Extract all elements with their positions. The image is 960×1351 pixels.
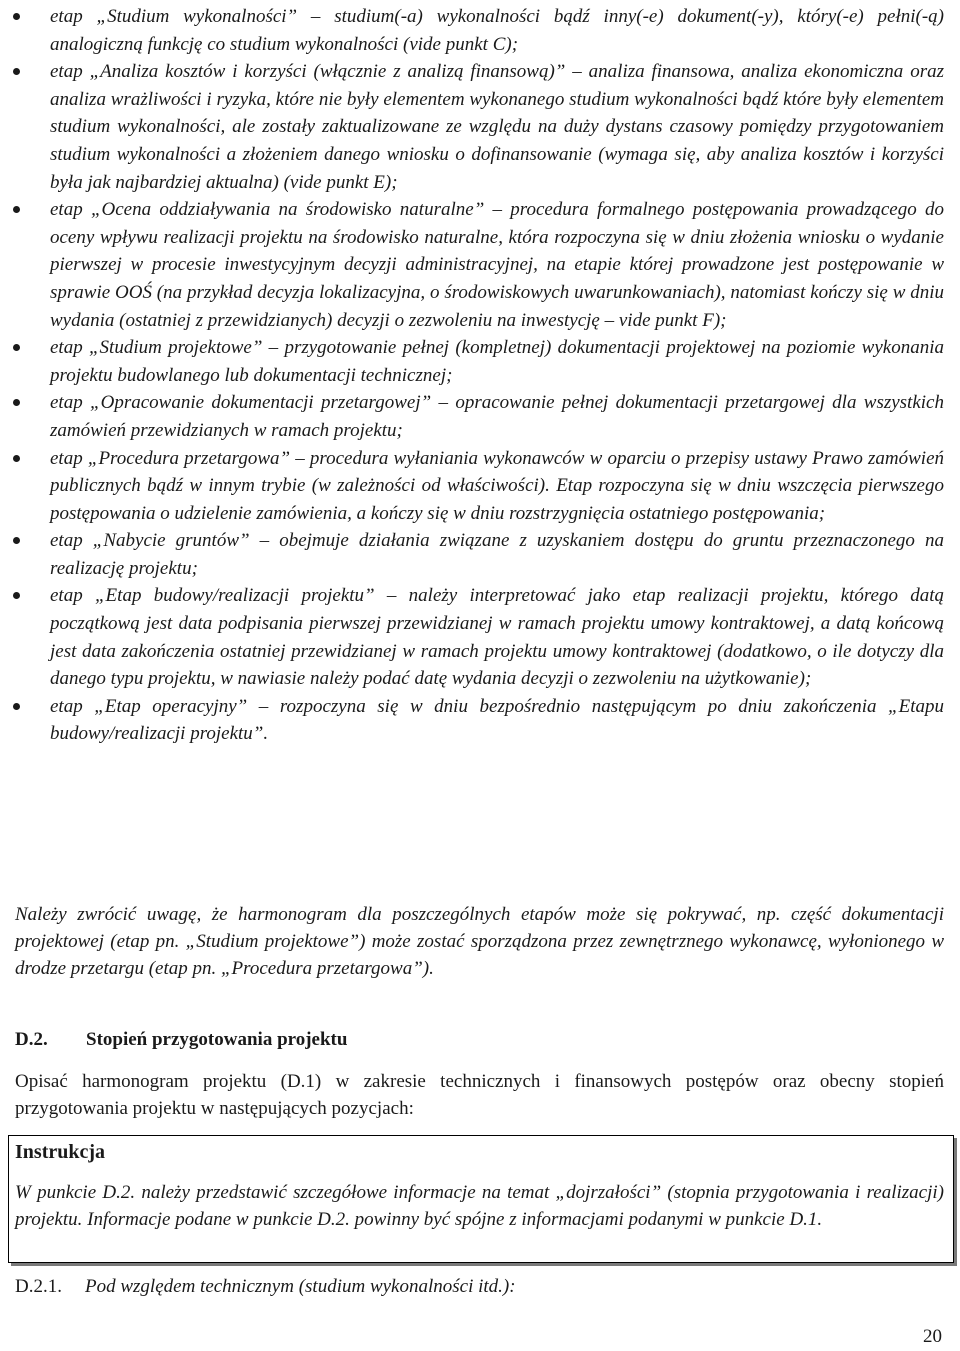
schedule-note: Należy zwrócić uwagę, że harmonogram dla poszczególnych etapów może się pokrywać, np. część dokumentacji projektowej (etap pn. „Studium projektowe”) może zostać sporządzona przez zewnętrznego wykonawcę, wyłonionego w drodze przetargu (etap pn. „Procedura przetargowa”). — [15, 904, 944, 979]
list-item — [0, 196, 960, 334]
list-item — [0, 445, 960, 528]
list-item — [0, 389, 960, 444]
list-item-text: etap „Studium projektowe” – przygotowanie pełnej (kompletnej) dokumentacji projektowej na poziomie wykonania projektu budowlanego lub dokumentacji technicznej; — [50, 337, 944, 386]
section-number: D.2. — [15, 1029, 48, 1050]
list-item — [0, 334, 960, 389]
subsection-title: Pod względem technicznym (studium wykonalności itd.): — [85, 1276, 516, 1297]
list-item — [0, 58, 960, 196]
section-title: Stopień przygotowania projektu — [86, 1029, 348, 1050]
instruction-box — [8, 1135, 954, 1263]
list-item — [0, 527, 960, 582]
list-item-text: etap „Analiza kosztów i korzyści (włącznie z analizą finansową)” – analiza finansowa, analiza ekonomiczna oraz analiza wrażliwości i ryzyka, które nie były elementem wykonanego studium wykonalności bądź które były elementem studium wykonalności, ale zostały zaktualizowane ze względu na duży dystans czasowy pomiędzy przygotowaniem studium wykonalności a złożeniem danego wniosku o dofinansowanie (wymaga się, aby analiza kosztów i korzyści była jak najbardziej aktualna) (vide punkt E); — [50, 61, 944, 193]
list-item-text: etap „Etap budowy/realizacji projektu” – należy interpretować jako etap realizacji projektu, którego datą początkową jest data podpisania pierwszej przewidzianej w ramach projektu umowy kontraktowej, a datą końcową jest data zakończenia ostatniej przewidzianej w ramach projektu umowy kontraktowej (dodatkowo, o ile dotyczy dla danego typu projektu, w nawiasie należy podać datę wydania decyzji o zezwoleniu na użytkowanie); — [50, 585, 944, 690]
section-description: Opisać harmonogram projektu (D.1) w zakresie technicznych i finansowych postępów oraz obecny stopień przygotowania projektu w następujących pozycjach: — [15, 1071, 944, 1119]
bullet-icon — [13, 592, 20, 599]
bullet-icon — [13, 537, 20, 544]
section-heading — [15, 1029, 347, 1051]
list-item-text: etap „Studium wykonalności” – studium(-a) wykonalności bądź inny(-e) dokument(-y), który(-e) pełni(-ą) analogiczną funkcję co studium wykonalności (vide punkt C); — [50, 6, 944, 55]
list-item-text: etap „Ocena oddziaływania na środowisko naturalne” – procedura formalnego postępowania prowadzącego do oceny wpływu realizacji projektu na środowisko naturalne, która rozpoczyna się w dniu złożenia wniosku o wydanie pierwszej w procesie inwestycyjnym decyzji administracyjnej, na etapie której prowadzone jest postępowanie w sprawie OOŚ (na przykład decyzja lokalizacyjna, o środowiskowych uwarunkowaniach), natomiast kończy się w dniu wydania (ostatniej z przewidzianych) decyzji o zezwoleniu na inwestycję – vide punkt F); — [50, 199, 944, 331]
bullet-icon — [13, 68, 20, 75]
bullet-icon — [13, 344, 20, 351]
list-item-text: etap „Opracowanie dokumentacji przetargowej” – opracowanie pełnej dokumentacji przetargowej dla wszystkich zamówień przewidzianych w ramach projektu; — [50, 392, 944, 441]
bullet-icon — [13, 455, 20, 462]
list-item-text: etap „Procedura przetargowa” – procedura wyłaniania wykonawców w oparciu o przepisy ustawy Prawo zamówień publicznych bądź w innym trybie (w zależności od właściwości). Etap rozpoczyna się w dniu wszczęcia pierwszego postępowania o udzielenie zamówienia, a kończy się w dniu rozstrzygnięcia ostatniego postępowania; — [50, 447, 944, 524]
bullet-icon — [13, 703, 20, 710]
bullet-icon — [13, 206, 20, 213]
page-number: 20 — [923, 1326, 942, 1347]
list-item — [0, 582, 960, 692]
subsection-number: D.2.1. — [15, 1276, 62, 1297]
bullet-icon — [13, 13, 20, 20]
list-item — [0, 3, 960, 58]
list-item-text: etap „Nabycie gruntów” – obejmuje działania związane z uzyskaniem dostępu do gruntu przeznaczonego na realizację projektu; — [50, 530, 944, 579]
list-item — [0, 693, 960, 748]
subsection-heading — [15, 1276, 516, 1298]
stage-list — [0, 3, 960, 748]
list-item-text: etap „Etap operacyjny” – rozpoczyna się w dniu bezpośrednio następującym po dniu zakończenia „Etapu budowy/realizacji projektu”. — [50, 695, 944, 745]
bullet-icon — [13, 399, 20, 406]
instruction-title: Instrukcja — [15, 1141, 106, 1163]
instruction-text: W punkcie D.2. należy przedstawić szczegółowe informacje na temat „dojrzałości” (stopnia przygotowania i realizacji) projektu. Informacje podane w punkcie D.2. powinny być spójne z informacjami podanymi w punkcie D.1. — [15, 1182, 944, 1230]
